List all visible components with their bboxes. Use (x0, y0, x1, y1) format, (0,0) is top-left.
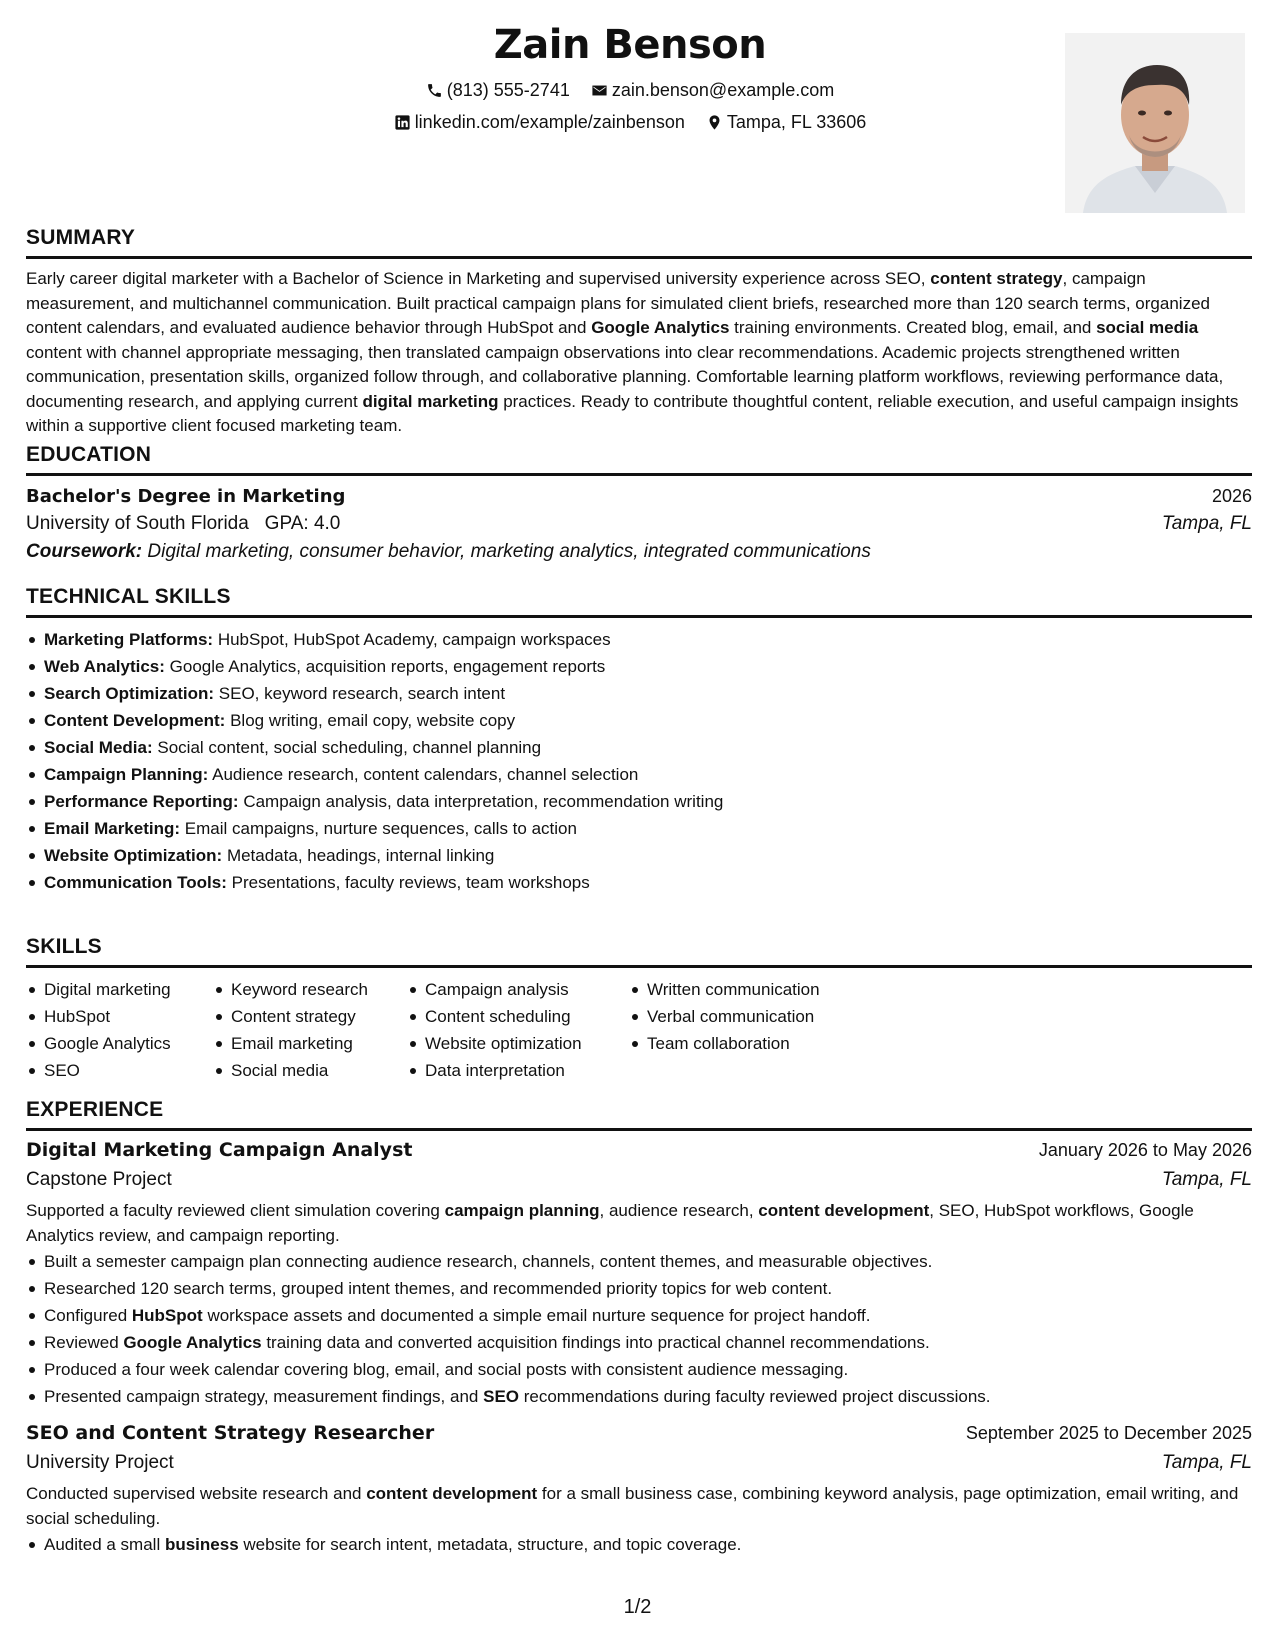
location-text: Tampa, FL 33606 (726, 112, 867, 132)
job-bullet: Reviewed Google Analytics training data and converted acquisition findings into practical channel recommendations. (26, 1329, 1252, 1356)
job-title-row (26, 1139, 1252, 1161)
education-section (26, 443, 1252, 563)
job-location: Tampa, FL (1161, 1452, 1252, 1473)
degree-title: Bachelor's Degree in Marketing (26, 486, 346, 507)
skill-item: Written communication (629, 976, 889, 1003)
location-item (706, 112, 866, 133)
job-bullets (26, 1531, 1252, 1558)
tech-skill-item: Communication Tools: Presentations, faculty reviews, team workshops (26, 869, 1252, 896)
skill-item: Verbal communication (629, 1003, 889, 1030)
job-location: Tampa, FL (1161, 1169, 1252, 1190)
gpa: GPA: 4.0 (264, 513, 341, 534)
technical-skills-list (26, 626, 1252, 896)
tech-skill-item: Social Media: Social content, social scheduling, channel planning (26, 734, 1252, 761)
job-summary: Conducted supervised website research and content development for a small business case, combining keyword analysis, page optimization, email writing, and social scheduling. (26, 1484, 1239, 1528)
linkedin-item (394, 112, 685, 133)
job-bullet: Configured HubSpot workspace assets and documented a simple email nurture sequence for project handoff. (26, 1302, 1252, 1329)
job-dates: September 2025 to December 2025 (965, 1423, 1252, 1443)
job-bullet: Built a semester campaign plan connecting audience research, channels, content themes, and measurable objectives. (26, 1248, 1252, 1275)
job-bullet: Presented campaign strategy, measurement findings, and SEO recommendations during faculty reviewed project discussions. (26, 1383, 1252, 1410)
email-address[interactable]: zain.benson@example.com (611, 80, 835, 100)
job-bullet: Audited a small business website for search intent, metadata, structure, and topic coverage. (26, 1531, 1252, 1558)
technical-skills-section (26, 585, 1252, 896)
linkedin-icon (394, 114, 411, 131)
degree-row (26, 486, 1252, 507)
envelope-icon (591, 82, 608, 99)
coursework-text: Digital marketing, consumer behavior, marketing analytics, integrated communications (147, 541, 871, 562)
skill-item: Website optimization (407, 1030, 629, 1057)
skills-column-1 (26, 976, 213, 1084)
job-entry-1 (26, 1139, 1252, 1410)
experience-heading: EXPERIENCE (26, 1098, 1252, 1131)
summary-heading: SUMMARY (26, 226, 1252, 259)
job-bullet: Researched 120 search terms, grouped intent themes, and recommended priority topics for web content. (26, 1275, 1252, 1302)
skills-heading: SKILLS (26, 935, 1252, 968)
phone-icon (426, 82, 443, 99)
job-bullets (26, 1248, 1252, 1410)
tech-skill-item: Content Development: Blog writing, email copy, website copy (26, 707, 1252, 734)
job-org-row (26, 1169, 1252, 1191)
skill-item: HubSpot (26, 1003, 213, 1030)
job-entry-2 (26, 1422, 1252, 1558)
school-line (26, 513, 340, 535)
skills-columns (26, 976, 1252, 1084)
skills-section (26, 935, 1252, 1084)
skill-item: Digital marketing (26, 976, 213, 1003)
school-location: Tampa, FL (1161, 513, 1252, 534)
job-title-row (26, 1422, 1252, 1444)
tech-skill-item: Marketing Platforms: HubSpot, HubSpot Academy, campaign workspaces (26, 626, 1252, 653)
job-organization: University Project (26, 1452, 174, 1473)
job-organization: Capstone Project (26, 1169, 172, 1190)
summary-text: Early career digital marketer with a Bachelor of Science in Marketing and supervised university experience across SEO, content strategy, campaign measurement, and multichannel communication. Built practical campaign plans for simulated client briefs, researched more than 120 search terms, organized content calendars, and evaluated audience behavior through HubSpot and Google Analytics training environments. Created blog, email, and social media content with channel appropriate messaging, then translated campaign observations into clear recommendations. Academic projects strengthened written communication, presentation skills, organized follow through, and collaborative planning. Comfortable learning platform workflows, reviewing performance data, documenting research, and applying current digital marketing practices. Ready to contribute thoughtful content, reliable execution, and useful campaign insights within a supportive client focused marketing team. (26, 269, 1239, 435)
tech-skill-item: Search Optimization: SEO, keyword research, search intent (26, 680, 1252, 707)
skill-item: SEO (26, 1057, 213, 1084)
tech-skill-item: Website Optimization: Metadata, headings, internal linking (26, 842, 1252, 869)
skill-item: Social media (213, 1057, 407, 1084)
school-name: University of South Florida (26, 513, 249, 534)
skill-item: Keyword research (213, 976, 407, 1003)
tech-skill-item: Web Analytics: Google Analytics, acquisition reports, engagement reports (26, 653, 1252, 680)
skills-column-4 (629, 976, 889, 1084)
skill-item: Campaign analysis (407, 976, 629, 1003)
skill-item: Content scheduling (407, 1003, 629, 1030)
summary-section (26, 226, 1252, 439)
education-heading: EDUCATION (26, 443, 1252, 476)
linkedin-url[interactable]: linkedin.com/example/zainbenson (414, 112, 685, 132)
job-dates: January 2026 to May 2026 (1038, 1140, 1252, 1160)
graduation-year: 2026 (1211, 486, 1252, 506)
job-org-row (26, 1452, 1252, 1474)
tech-skill-item: Performance Reporting: Campaign analysis, data interpretation, recommendation writing (26, 788, 1252, 815)
skill-item: Team collaboration (629, 1030, 889, 1057)
job-title: SEO and Content Strategy Researcher (26, 1422, 435, 1444)
phone-number: (813) 555-2741 (446, 80, 570, 100)
coursework-line (26, 541, 1252, 563)
skill-item: Data interpretation (407, 1057, 629, 1084)
skills-column-3 (407, 976, 629, 1084)
skill-item: Email marketing (213, 1030, 407, 1057)
school-row (26, 513, 1252, 535)
technical-skills-heading: TECHNICAL SKILLS (26, 585, 1252, 618)
skill-item: Content strategy (213, 1003, 407, 1030)
job-bullet: Produced a four week calendar covering blog, email, and social posts with consistent audience messaging. (26, 1356, 1252, 1383)
skill-item: Google Analytics (26, 1030, 213, 1057)
profile-photo (1065, 33, 1245, 213)
phone-item (426, 80, 570, 101)
experience-section (26, 1098, 1252, 1558)
job-summary: Supported a faculty reviewed client simulation covering campaign planning, audience research, content development, SEO, HubSpot workflows, Google Analytics review, and campaign reporting. (26, 1201, 1194, 1245)
tech-skill-item: Campaign Planning: Audience research, content calendars, channel selection (26, 761, 1252, 788)
job-title: Digital Marketing Campaign Analyst (26, 1139, 413, 1161)
coursework-label: Coursework: (26, 541, 143, 562)
map-pin-icon (706, 114, 723, 131)
candidate-name: Zain Benson (493, 22, 767, 68)
tech-skill-item: Email Marketing: Email campaigns, nurture sequences, calls to action (26, 815, 1252, 842)
page-number: 1/2 (623, 1596, 652, 1618)
email-item (591, 80, 834, 101)
skills-column-2 (213, 976, 407, 1084)
